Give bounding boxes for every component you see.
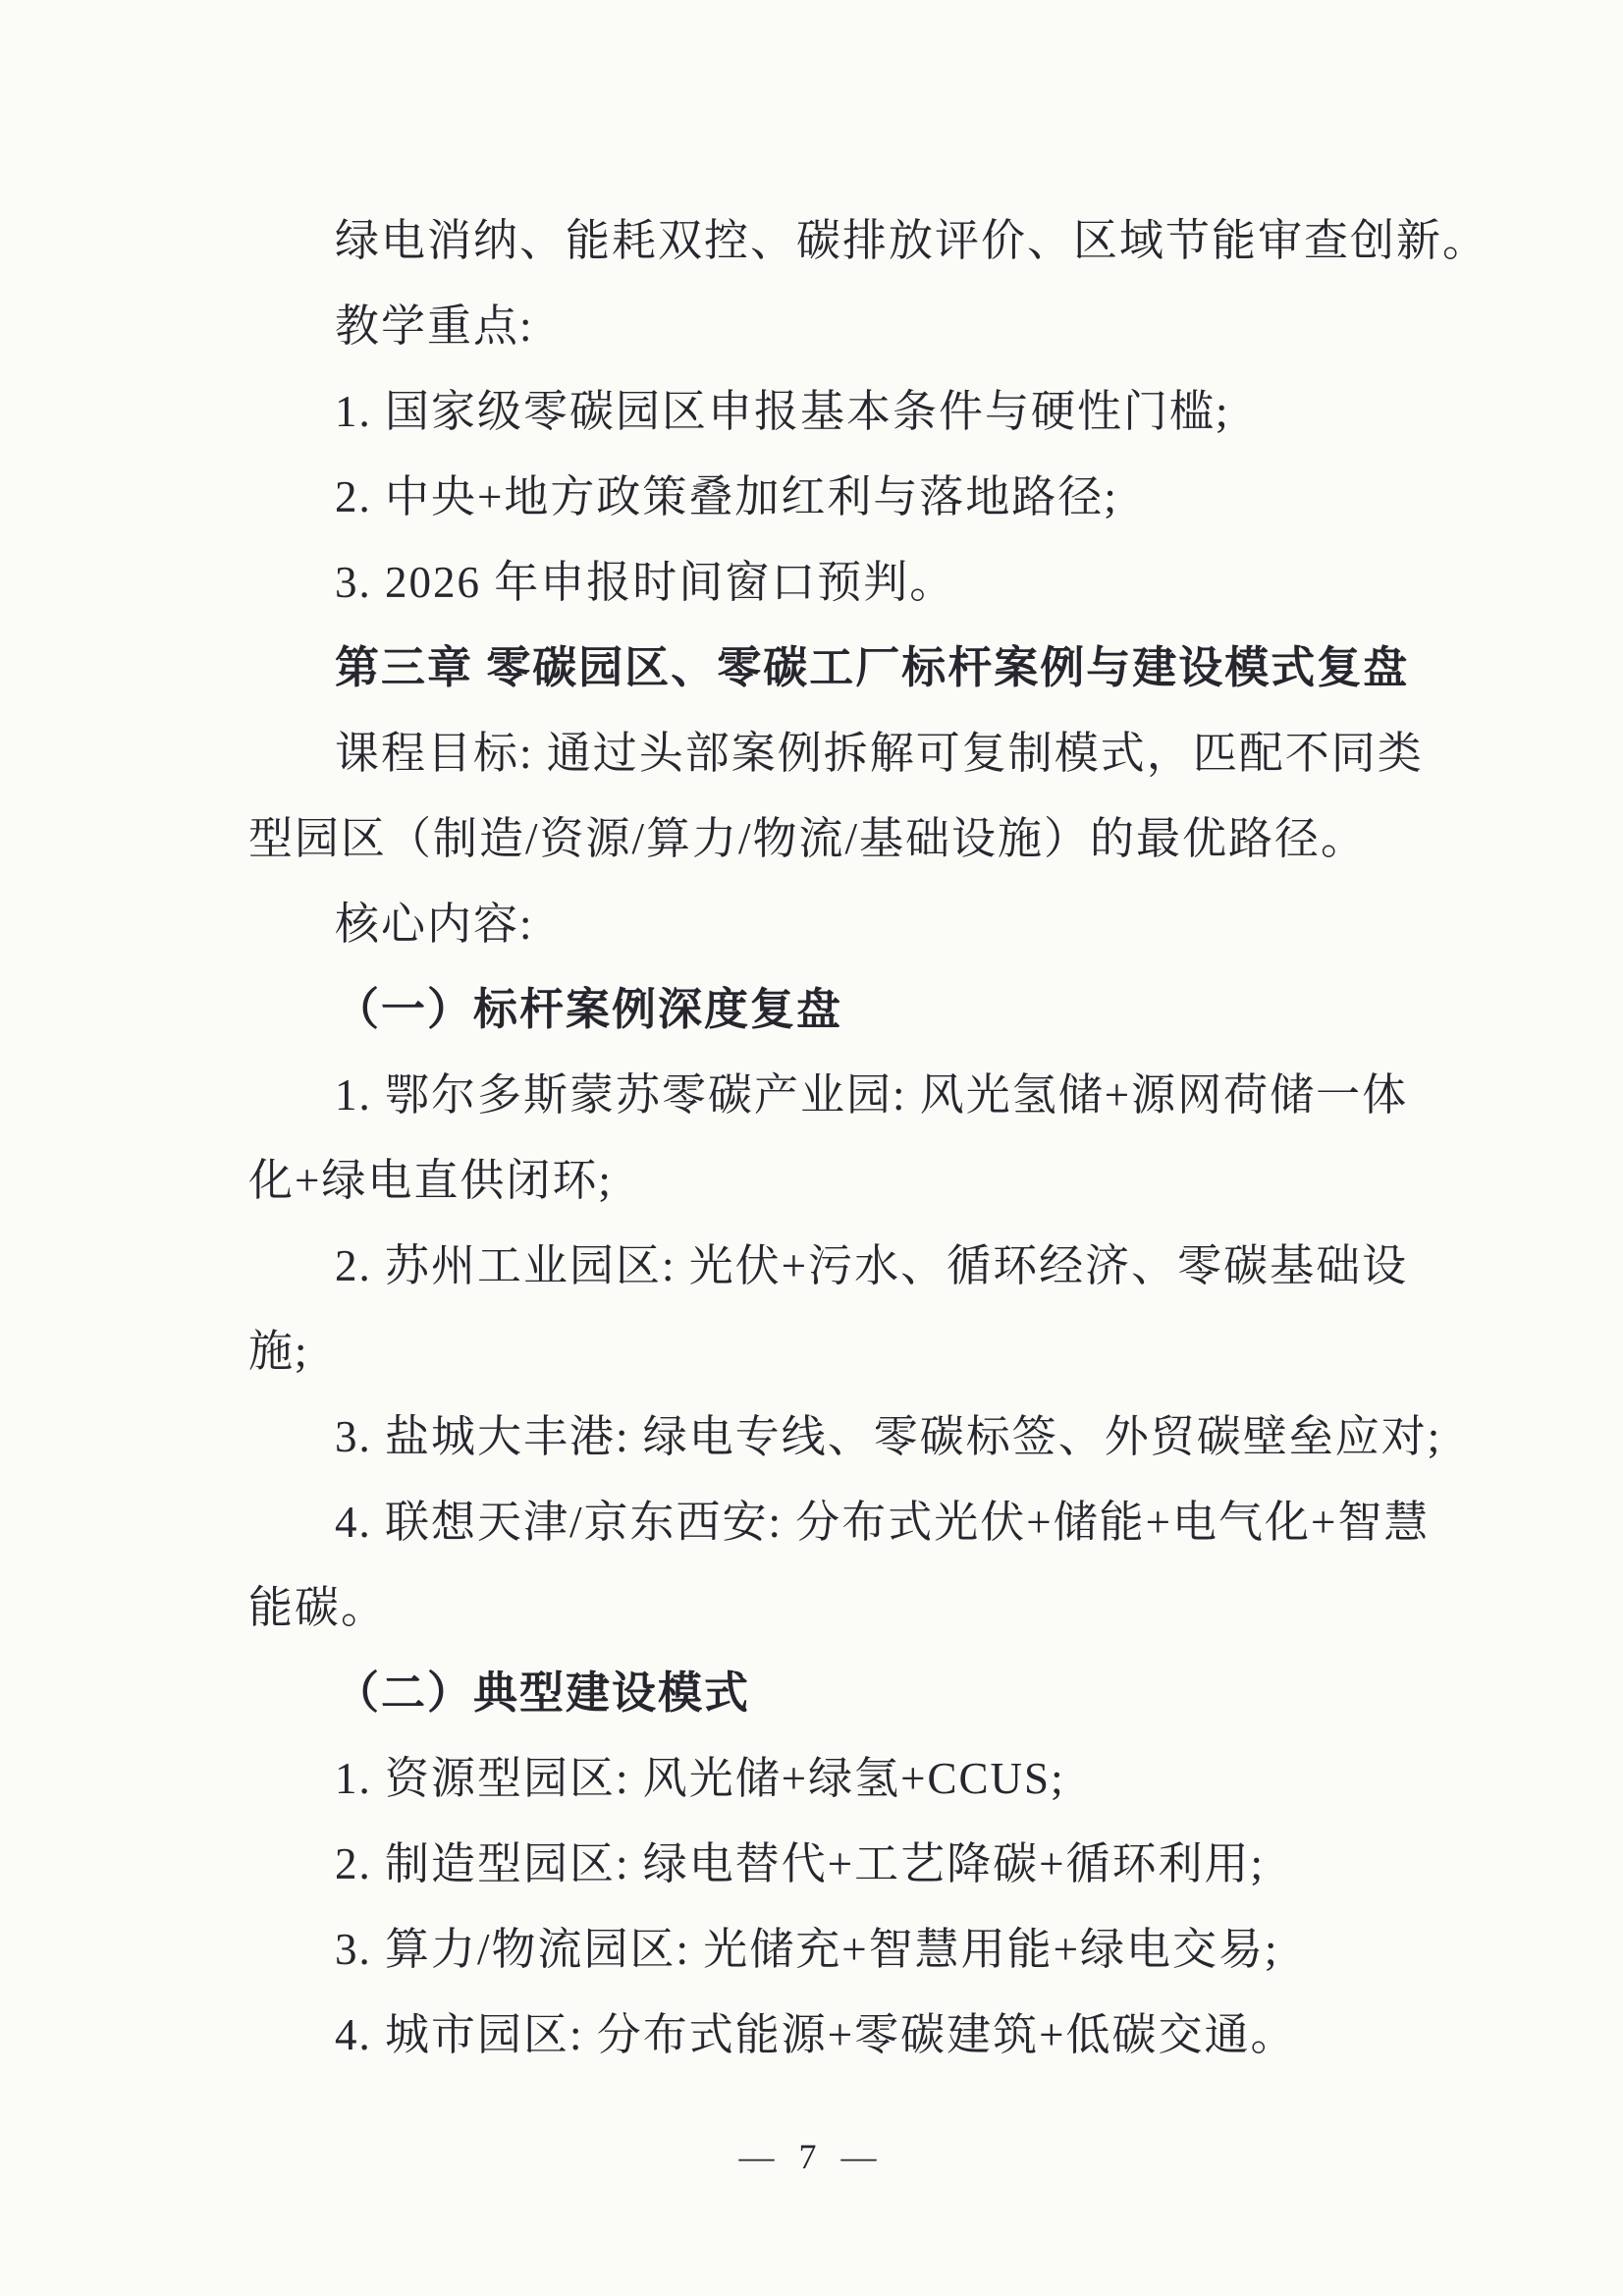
text-line: 课程目标: 通过头部案例拆解可复制模式，匹配不同类 [335, 729, 1424, 778]
page-number: — 7 — [738, 2137, 885, 2176]
text-line: 绿电消纳、能耗双控、碳排放评价、区域节能审查创新。 [335, 216, 1489, 265]
text-line: 核心内容: [335, 900, 534, 949]
text-line: 1. 国家级零碳园区申报基本条件与硬性门槛; [335, 387, 1230, 436]
text-line: 3. 2026 年申报时间窗口预判。 [335, 558, 956, 607]
text-line: 2. 制造型园区: 绿电替代+工艺降碳+循环利用; [335, 1839, 1266, 1888]
text-line: 教学重点: [335, 301, 534, 351]
text-line: 3. 盐城大丰港: 绿电专线、零碳标签、外贸碳壁垒应对; [335, 1412, 1442, 1461]
text-line: 能碳。 [248, 1583, 388, 1632]
text-line: 2. 中央+地方政策叠加红利与落地路径; [335, 472, 1118, 521]
text-column [248, 198, 1489, 2078]
text-line: 4. 城市园区: 分布式能源+零碳建筑+低碳交通。 [335, 2010, 1297, 2059]
text-line: 4. 联想天津/京东西安: 分布式光伏+储能+电气化+智慧 [335, 1498, 1431, 1547]
text-line: 施; [248, 1327, 309, 1376]
text-line: 化+绿电直供闭环; [248, 1156, 613, 1205]
section-heading: 第三章 零碳园区、零碳工厂标杆案例与建设模式复盘 [335, 643, 1410, 692]
text-line: 1. 资源型园区: 风光储+绿氢+CCUS; [335, 1754, 1065, 1803]
text-line: 型园区（制造/资源/算力/物流/基础设施）的最优路径。 [248, 814, 1368, 863]
text-line: 1. 鄂尔多斯蒙苏零碳产业园: 风光氢储+源网荷储一体 [335, 1070, 1409, 1120]
section-heading: （一）标杆案例深度复盘 [335, 985, 843, 1034]
text-line: 3. 算力/物流园区: 光储充+智慧用能+绿电交易; [335, 1925, 1279, 1974]
section-heading: （二）典型建设模式 [335, 1668, 751, 1718]
text-line: 2. 苏州工业园区: 光伏+污水、循环经济、零碳基础设 [335, 1241, 1409, 1290]
